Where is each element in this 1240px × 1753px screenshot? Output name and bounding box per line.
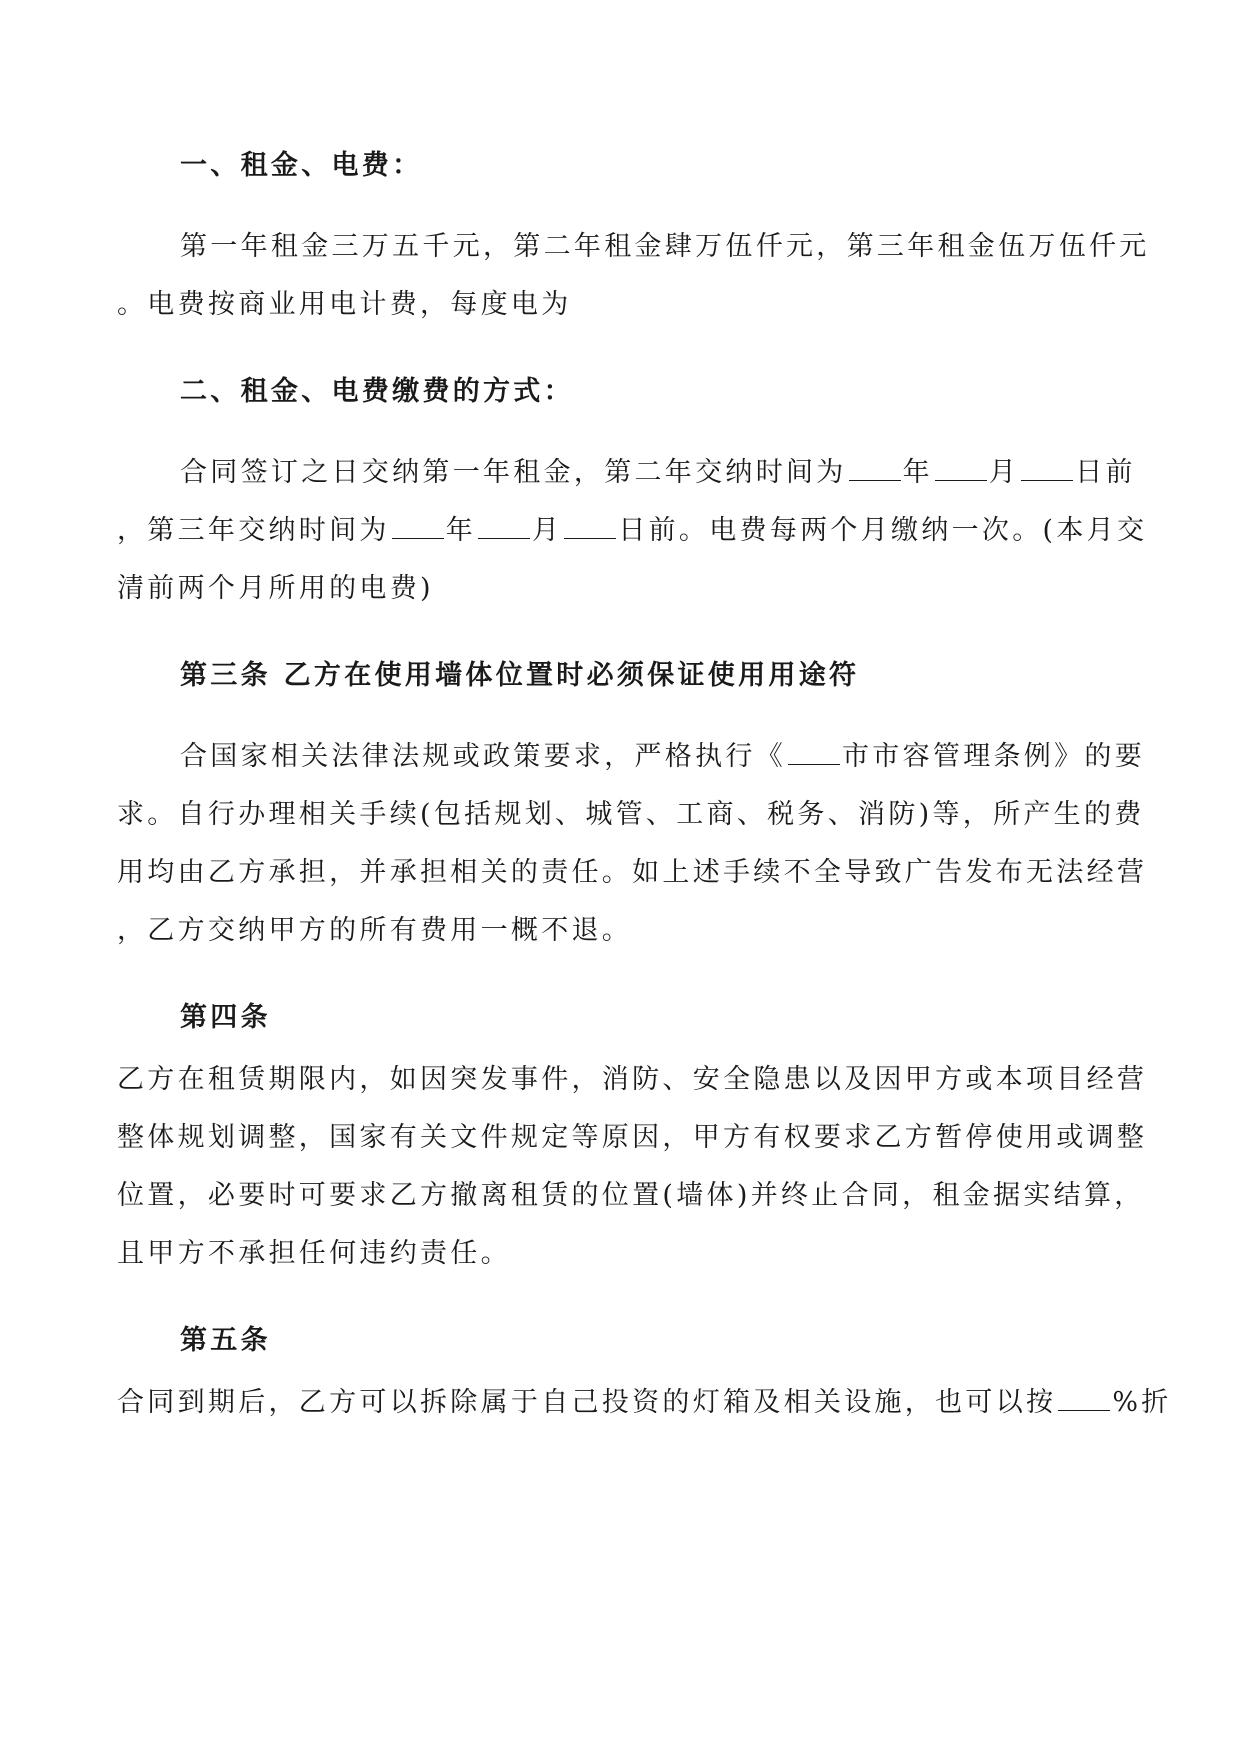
blank-field [1021, 458, 1073, 481]
text-fragment: %折 [1112, 1387, 1172, 1418]
text-fragment: 月 [532, 515, 563, 546]
paragraph-line: 乙方在租赁期限内，如因突发事件，消防、安全隐患以及因甲方或本项目经营 [117, 1064, 1148, 1095]
text-fragment: 合国家相关法律法规或政策要求，严格执行《 [180, 741, 786, 772]
paragraph-line: 清前两个月所用的电费) [117, 573, 434, 604]
paragraph-line: 。电费按商业用电计费，每度电为 [117, 289, 572, 320]
paragraph-line [117, 1385, 1172, 1421]
paragraph-line: 且甲方不承担任何违约责任。 [117, 1238, 511, 1269]
text-fragment: 月 [988, 457, 1020, 488]
section-heading-payment-method: 二、租金、电费缴费的方式： [180, 376, 574, 407]
paragraph-line [117, 513, 1148, 549]
paragraph-line: 位置，必要时可要求乙方撤离租赁的位置(墙体)并终止合同，租金据实结算， [117, 1180, 1145, 1211]
text-fragment: 合同到期后，乙方可以拆除属于自己投资的灯箱及相关设施，也可以按 [117, 1387, 1057, 1418]
blank-field [1058, 1388, 1110, 1411]
paragraph-line: ，乙方交纳甲方的所有费用一概不退。 [117, 915, 633, 946]
paragraph-line [180, 455, 1200, 491]
blank-field [788, 742, 840, 765]
paragraph-line: 用均由乙方承担，并承担相关的责任。如上述手续不全导致广告发布无法经营 [117, 857, 1148, 888]
text-fragment: ，第三年交纳时间为 [117, 515, 390, 546]
article-four-heading: 第四条 [180, 1002, 271, 1033]
text-fragment: 市市容管理条例》的要 [842, 741, 1145, 772]
blank-field [849, 458, 901, 481]
text-fragment: 日前。电费每两个月缴纳一次。(本月交 [618, 515, 1148, 546]
paragraph-line: 第一年租金三万五千元，第二年租金肆万伍仟元，第三年租金伍万伍仟元 [180, 231, 1150, 262]
text-fragment: 日前 [1075, 457, 1136, 488]
blank-field [478, 516, 530, 539]
blank-field [935, 458, 987, 481]
section-heading-rent-electricity: 一、租金、电费： [180, 150, 423, 181]
article-three-heading: 第三条 乙方在使用墙体位置时必须保证使用用途符 [180, 660, 860, 691]
blank-field [564, 516, 616, 539]
text-fragment: 年 [445, 515, 477, 546]
article-five-heading: 第五条 [180, 1325, 271, 1356]
text-fragment: 年 [902, 457, 933, 488]
paragraph-line: 整体规划调整，国家有关文件规定等原因，甲方有权要求乙方暂停使用或调整 [117, 1122, 1148, 1153]
text-fragment: 合同签订之日交纳第一年租金，第二年交纳时间为 [180, 457, 847, 488]
blank-field [392, 516, 444, 539]
paragraph-line: 求。自行办理相关手续(包括规划、城管、工商、税务、消防)等，所产生的费 [117, 799, 1145, 830]
paragraph-line [180, 739, 1200, 775]
